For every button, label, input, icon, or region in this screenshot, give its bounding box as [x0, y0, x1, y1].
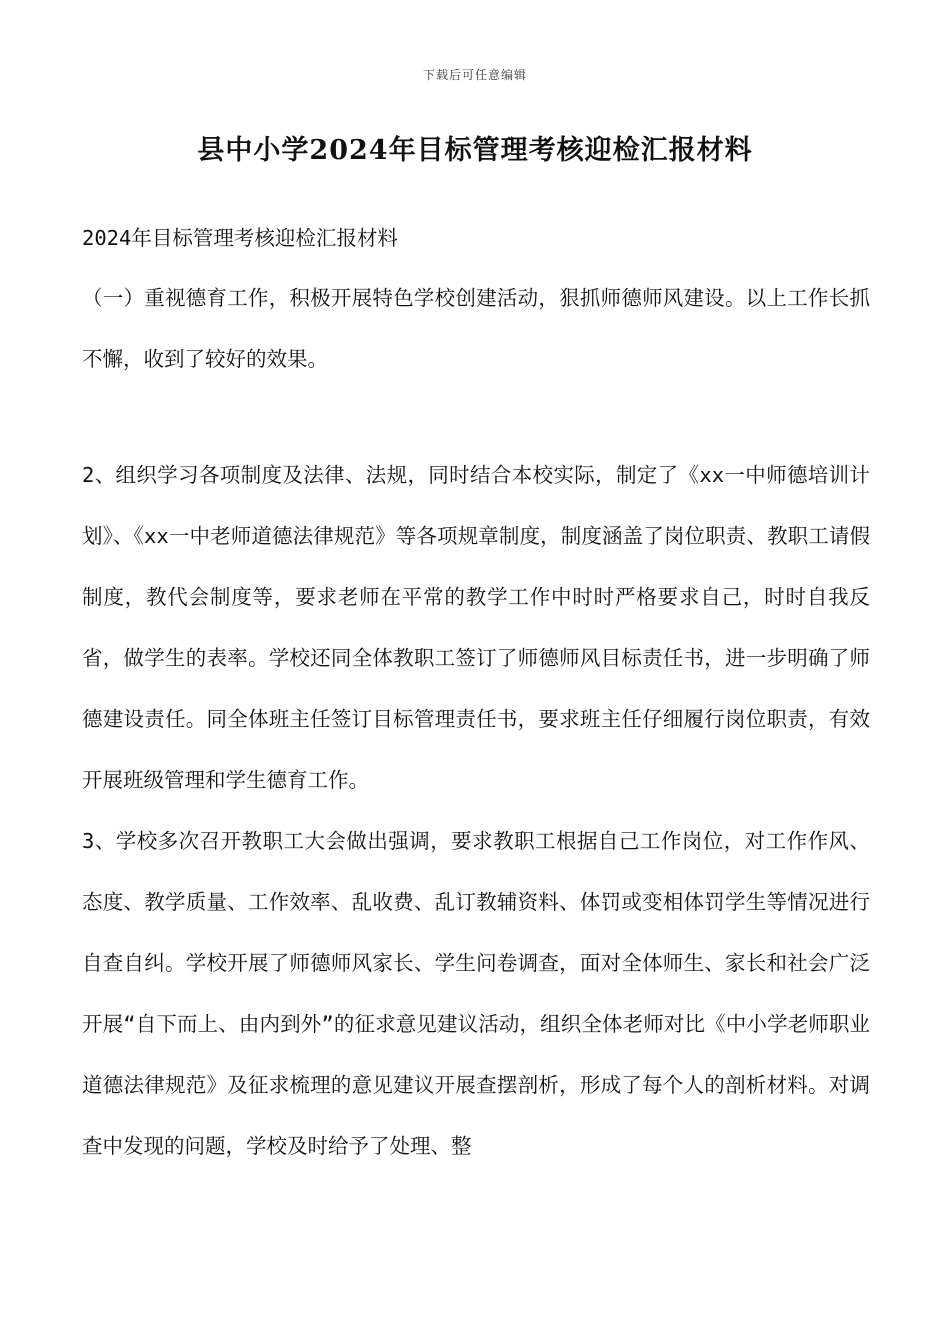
- document-subtitle: 2024年目标管理考核迎检汇报材料: [82, 226, 398, 250]
- document-title: 县中小学2024年目标管理考核迎检汇报材料: [197, 135, 753, 166]
- paragraph-1: （一）重视德育工作，积极开展特色学校创建活动，狠抓师德师风建设。以上工作长抓不懈，收到了较好的效果。: [82, 286, 870, 371]
- paragraph-2: 2、组织学习各项制度及法律、法规，同时结合本校实际，制定了《xx一中师德培训计划》、《xx一中老师道德法律规范》等各项规章制度，制度涵盖了岗位职责、教职工请假制度，教代会制度等，要求老师在平常的教学工作中时时严格要求自己，时时自我反省，做学生的表率。学校还同全体教职工签订了师德师风目标责任书，进一步明确了师德建设责任。同全体班主任签订目标管理责任书，要求班主任仔细履行岗位职责，有效开展班级管理和学生德育工作。: [82, 463, 870, 792]
- paragraph-3: 3、学校多次召开教职工大会做出强调，要求教职工根据自己工作岗位，对工作作风、态度、教学质量、工作效率、乱收费、乱订教辅资料、体罚或变相体罚学生等情况进行自查自纠。学校开展了师德师风家长、学生问卷调查，面对全体师生、家长和社会广泛开展“自下而上、由内到外”的征求意见建议活动，组织全体老师对比《中小学老师职业道德法律规范》及征求梳理的意见建议开展查摆剖析，形成了每个人的剖析材料。对调查中发现的问题，学校及时给予了处理、整: [82, 829, 870, 1158]
- header-note: 下载后可任意编辑: [422, 68, 527, 82]
